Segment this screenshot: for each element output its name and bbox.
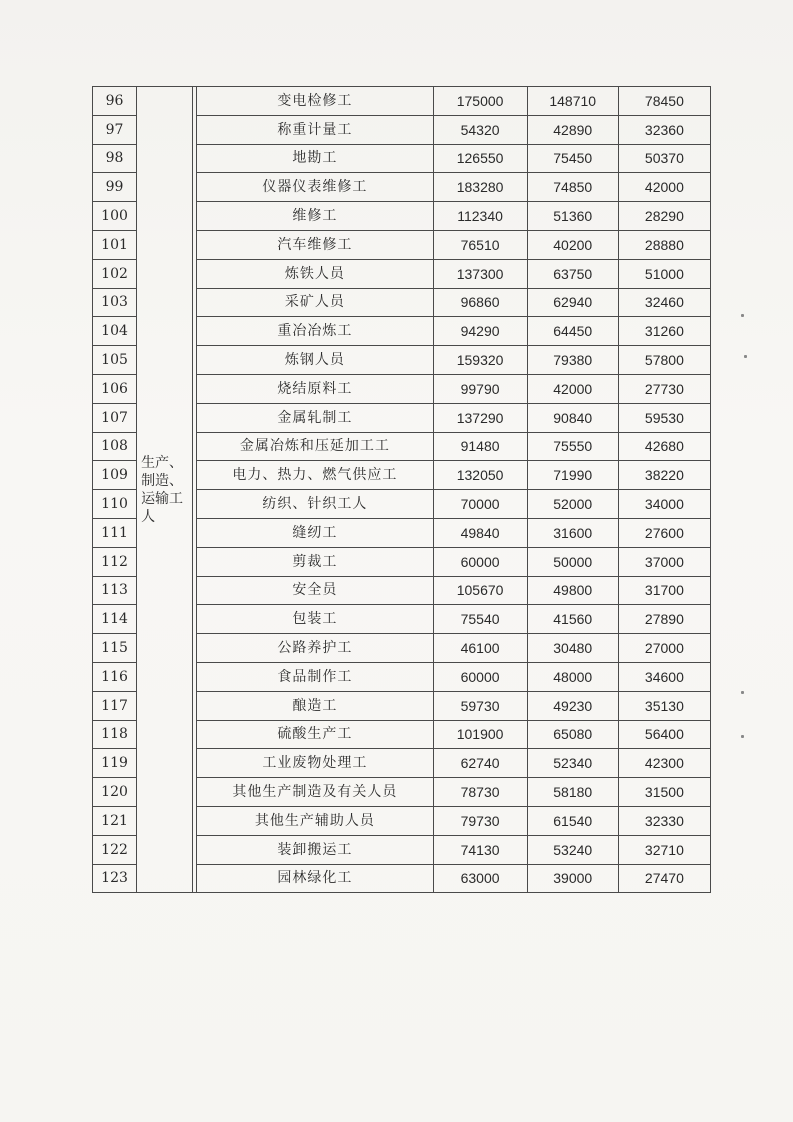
value-cell-mid: 49230 bbox=[527, 691, 618, 720]
scan-speck bbox=[741, 314, 744, 317]
occupation-name-cell: 公路养护工 bbox=[197, 634, 433, 663]
row-number-cell: 115 bbox=[93, 634, 137, 663]
value-cell-low: 59530 bbox=[618, 403, 710, 432]
occupation-name-cell: 炼铁人员 bbox=[197, 259, 433, 288]
value-cell-low: 27890 bbox=[618, 605, 710, 634]
value-cell-low: 35130 bbox=[618, 691, 710, 720]
value-cell-high: 105670 bbox=[433, 576, 527, 605]
value-cell-low: 42000 bbox=[618, 173, 710, 202]
occupation-name-cell: 酿造工 bbox=[197, 691, 433, 720]
occupation-name-cell: 其他生产制造及有关人员 bbox=[197, 778, 433, 807]
value-cell-high: 137290 bbox=[433, 403, 527, 432]
value-cell-mid: 148710 bbox=[527, 87, 618, 116]
value-cell-mid: 63750 bbox=[527, 259, 618, 288]
value-cell-low: 27470 bbox=[618, 864, 710, 893]
value-cell-high: 126550 bbox=[433, 144, 527, 173]
scan-speck bbox=[741, 691, 744, 694]
value-cell-low: 51000 bbox=[618, 259, 710, 288]
value-cell-mid: 31600 bbox=[527, 518, 618, 547]
value-cell-mid: 75550 bbox=[527, 432, 618, 461]
value-cell-high: 112340 bbox=[433, 202, 527, 231]
value-cell-mid: 53240 bbox=[527, 835, 618, 864]
occupation-name-cell: 装卸搬运工 bbox=[197, 835, 433, 864]
row-number-cell: 109 bbox=[93, 461, 137, 490]
wage-table bbox=[92, 86, 711, 893]
value-cell-low: 34600 bbox=[618, 662, 710, 691]
value-cell-low: 56400 bbox=[618, 720, 710, 749]
row-number-cell: 96 bbox=[93, 87, 137, 116]
value-cell-high: 46100 bbox=[433, 634, 527, 663]
occupation-name-cell: 烧结原料工 bbox=[197, 374, 433, 403]
value-cell-mid: 62940 bbox=[527, 288, 618, 317]
value-cell-low: 32360 bbox=[618, 115, 710, 144]
value-cell-mid: 51360 bbox=[527, 202, 618, 231]
value-cell-high: 60000 bbox=[433, 547, 527, 576]
occupation-name-cell: 汽车维修工 bbox=[197, 230, 433, 259]
value-cell-low: 32460 bbox=[618, 288, 710, 317]
occupation-name-cell: 缝纫工 bbox=[197, 518, 433, 547]
value-cell-low: 37000 bbox=[618, 547, 710, 576]
scan-speck bbox=[744, 355, 747, 358]
value-cell-low: 78450 bbox=[618, 87, 710, 116]
value-cell-high: 63000 bbox=[433, 864, 527, 893]
row-number-cell: 113 bbox=[93, 576, 137, 605]
value-cell-mid: 71990 bbox=[527, 461, 618, 490]
occupation-name-cell: 变电检修工 bbox=[197, 87, 433, 116]
value-cell-high: 76510 bbox=[433, 230, 527, 259]
row-number-cell: 107 bbox=[93, 403, 137, 432]
table-row bbox=[93, 87, 711, 116]
value-cell-low: 28290 bbox=[618, 202, 710, 231]
occupation-name-cell: 园林绿化工 bbox=[197, 864, 433, 893]
value-cell-mid: 52340 bbox=[527, 749, 618, 778]
category-cell bbox=[137, 87, 193, 893]
occupation-name-cell: 工业废物处理工 bbox=[197, 749, 433, 778]
value-cell-low: 42680 bbox=[618, 432, 710, 461]
value-cell-mid: 42890 bbox=[527, 115, 618, 144]
value-cell-low: 57800 bbox=[618, 346, 710, 375]
value-cell-mid: 58180 bbox=[527, 778, 618, 807]
value-cell-high: 99790 bbox=[433, 374, 527, 403]
row-number-cell: 103 bbox=[93, 288, 137, 317]
value-cell-mid: 42000 bbox=[527, 374, 618, 403]
row-number-cell: 108 bbox=[93, 432, 137, 461]
occupation-name-cell: 炼钢人员 bbox=[197, 346, 433, 375]
value-cell-high: 54320 bbox=[433, 115, 527, 144]
value-cell-high: 49840 bbox=[433, 518, 527, 547]
row-number-cell: 112 bbox=[93, 547, 137, 576]
value-cell-low: 31260 bbox=[618, 317, 710, 346]
value-cell-high: 74130 bbox=[433, 835, 527, 864]
occupation-name-cell: 金属冶炼和压延加工工 bbox=[197, 432, 433, 461]
value-cell-mid: 61540 bbox=[527, 806, 618, 835]
value-cell-low: 27000 bbox=[618, 634, 710, 663]
row-number-cell: 105 bbox=[93, 346, 137, 375]
value-cell-high: 137300 bbox=[433, 259, 527, 288]
occupation-name-cell: 硫酸生产工 bbox=[197, 720, 433, 749]
value-cell-low: 32330 bbox=[618, 806, 710, 835]
row-number-cell: 123 bbox=[93, 864, 137, 893]
occupation-name-cell: 采矿人员 bbox=[197, 288, 433, 317]
value-cell-mid: 40200 bbox=[527, 230, 618, 259]
value-cell-high: 175000 bbox=[433, 87, 527, 116]
value-cell-low: 27600 bbox=[618, 518, 710, 547]
value-cell-high: 91480 bbox=[433, 432, 527, 461]
row-number-cell: 119 bbox=[93, 749, 137, 778]
value-cell-mid: 48000 bbox=[527, 662, 618, 691]
occupation-name-cell: 电力、热力、燃气供应工 bbox=[197, 461, 433, 490]
scan-speck bbox=[741, 735, 744, 738]
wage-table-body bbox=[93, 87, 711, 893]
value-cell-high: 60000 bbox=[433, 662, 527, 691]
value-cell-mid: 90840 bbox=[527, 403, 618, 432]
row-number-cell: 114 bbox=[93, 605, 137, 634]
category-label: 生产、制造、运输工人 bbox=[141, 454, 184, 525]
row-number-cell: 122 bbox=[93, 835, 137, 864]
row-number-cell: 121 bbox=[93, 806, 137, 835]
row-number-cell: 120 bbox=[93, 778, 137, 807]
value-cell-high: 94290 bbox=[433, 317, 527, 346]
occupation-name-cell: 安全员 bbox=[197, 576, 433, 605]
occupation-name-cell: 维修工 bbox=[197, 202, 433, 231]
row-number-cell: 104 bbox=[93, 317, 137, 346]
row-number-cell: 99 bbox=[93, 173, 137, 202]
occupation-name-cell: 其他生产辅助人员 bbox=[197, 806, 433, 835]
value-cell-low: 32710 bbox=[618, 835, 710, 864]
value-cell-mid: 75450 bbox=[527, 144, 618, 173]
value-cell-high: 59730 bbox=[433, 691, 527, 720]
row-number-cell: 101 bbox=[93, 230, 137, 259]
value-cell-mid: 41560 bbox=[527, 605, 618, 634]
value-cell-mid: 30480 bbox=[527, 634, 618, 663]
value-cell-high: 79730 bbox=[433, 806, 527, 835]
value-cell-mid: 49800 bbox=[527, 576, 618, 605]
value-cell-high: 183280 bbox=[433, 173, 527, 202]
occupation-name-cell: 仪器仪表维修工 bbox=[197, 173, 433, 202]
occupation-name-cell: 剪裁工 bbox=[197, 547, 433, 576]
value-cell-high: 75540 bbox=[433, 605, 527, 634]
value-cell-low: 28880 bbox=[618, 230, 710, 259]
value-cell-high: 101900 bbox=[433, 720, 527, 749]
row-number-cell: 100 bbox=[93, 202, 137, 231]
occupation-name-cell: 地勘工 bbox=[197, 144, 433, 173]
occupation-name-cell: 重冶冶炼工 bbox=[197, 317, 433, 346]
row-number-cell: 102 bbox=[93, 259, 137, 288]
occupation-name-cell: 食品制作工 bbox=[197, 662, 433, 691]
value-cell-high: 96860 bbox=[433, 288, 527, 317]
value-cell-low: 27730 bbox=[618, 374, 710, 403]
occupation-name-cell: 包装工 bbox=[197, 605, 433, 634]
value-cell-low: 50370 bbox=[618, 144, 710, 173]
value-cell-mid: 79380 bbox=[527, 346, 618, 375]
value-cell-high: 70000 bbox=[433, 490, 527, 519]
value-cell-low: 42300 bbox=[618, 749, 710, 778]
value-cell-mid: 65080 bbox=[527, 720, 618, 749]
value-cell-high: 159320 bbox=[433, 346, 527, 375]
row-number-cell: 110 bbox=[93, 490, 137, 519]
row-number-cell: 97 bbox=[93, 115, 137, 144]
value-cell-mid: 50000 bbox=[527, 547, 618, 576]
row-number-cell: 117 bbox=[93, 691, 137, 720]
occupation-name-cell: 纺织、针织工人 bbox=[197, 490, 433, 519]
value-cell-mid: 52000 bbox=[527, 490, 618, 519]
value-cell-low: 31500 bbox=[618, 778, 710, 807]
row-number-cell: 118 bbox=[93, 720, 137, 749]
value-cell-mid: 39000 bbox=[527, 864, 618, 893]
row-number-cell: 106 bbox=[93, 374, 137, 403]
row-number-cell: 98 bbox=[93, 144, 137, 173]
row-number-cell: 116 bbox=[93, 662, 137, 691]
value-cell-low: 38220 bbox=[618, 461, 710, 490]
value-cell-low: 34000 bbox=[618, 490, 710, 519]
value-cell-high: 132050 bbox=[433, 461, 527, 490]
value-cell-high: 62740 bbox=[433, 749, 527, 778]
value-cell-high: 78730 bbox=[433, 778, 527, 807]
occupation-name-cell: 金属轧制工 bbox=[197, 403, 433, 432]
value-cell-mid: 74850 bbox=[527, 173, 618, 202]
value-cell-mid: 64450 bbox=[527, 317, 618, 346]
occupation-name-cell: 称重计量工 bbox=[197, 115, 433, 144]
value-cell-low: 31700 bbox=[618, 576, 710, 605]
row-number-cell: 111 bbox=[93, 518, 137, 547]
